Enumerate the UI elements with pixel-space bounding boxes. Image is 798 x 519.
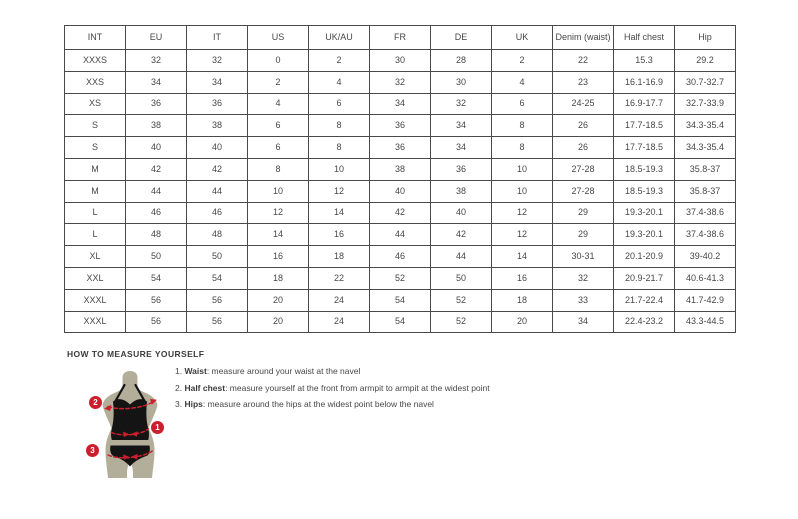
table-cell: 34 (126, 71, 187, 93)
table-cell: 24 (309, 311, 370, 333)
table-row (65, 246, 736, 268)
table-cell: 2 (492, 50, 553, 72)
table-cell: 40 (126, 137, 187, 159)
table-cell: XXXL (65, 289, 126, 311)
table-cell: 38 (126, 115, 187, 137)
table-row (65, 289, 736, 311)
table-cell: 36 (187, 93, 248, 115)
table-cell: 44 (187, 180, 248, 202)
table-cell: 52 (431, 311, 492, 333)
table-cell: M (65, 158, 126, 180)
table-cell: 37.4-38.6 (675, 224, 736, 246)
table-cell: 22 (309, 267, 370, 289)
table-cell: 23 (553, 71, 614, 93)
table-cell: 34 (431, 137, 492, 159)
table-cell: 32 (553, 267, 614, 289)
step-label: Half chest (184, 382, 226, 393)
table-cell: 42 (187, 158, 248, 180)
table-cell: 12 (492, 202, 553, 224)
table-cell: 32.7-33.9 (675, 93, 736, 115)
table-cell: 12 (492, 224, 553, 246)
table-cell: 43.3-44.5 (675, 311, 736, 333)
table-cell: 19.3-20.1 (614, 202, 675, 224)
table-cell: 20 (248, 289, 309, 311)
table-cell: 8 (309, 115, 370, 137)
measure-step: 1. Waist: measure around your waist at the navel (175, 366, 361, 376)
measure-step: 2. Half chest: measure yourself at the front from armpit to armpit at the widest point (175, 382, 490, 393)
column-header: FR (370, 26, 431, 50)
table-cell: 40.6-41.3 (675, 267, 736, 289)
table-cell: 18 (492, 289, 553, 311)
table-cell: 14 (309, 202, 370, 224)
table-row (65, 180, 736, 202)
table-cell: 28 (431, 50, 492, 72)
table-row (65, 267, 736, 289)
table-cell: 19.3-20.1 (614, 224, 675, 246)
table-cell: XL (65, 246, 126, 268)
table-cell: 10 (492, 180, 553, 202)
table-cell: 30-31 (553, 246, 614, 268)
measure-step: 3. Hips: measure around the hips at the widest point below the navel (175, 399, 434, 409)
table-cell: S (65, 115, 126, 137)
table-cell: 54 (370, 311, 431, 333)
column-header: UK (492, 26, 553, 50)
table-cell: 44 (431, 246, 492, 268)
table-cell: 36 (370, 115, 431, 137)
table-cell: 21.7-22.4 (614, 289, 675, 311)
table-cell: 50 (431, 267, 492, 289)
table-cell: 14 (492, 246, 553, 268)
column-header: Hip (675, 26, 736, 50)
table-cell: 46 (126, 202, 187, 224)
table-cell: 42 (431, 224, 492, 246)
table-cell: 46 (187, 202, 248, 224)
table-cell: 2 (248, 71, 309, 93)
table-cell: 26 (553, 115, 614, 137)
table-cell: 18 (248, 267, 309, 289)
table-cell: M (65, 180, 126, 202)
table-cell: 54 (187, 267, 248, 289)
table-cell: 56 (187, 289, 248, 311)
table-cell: 52 (431, 289, 492, 311)
table-cell: 16.1-16.9 (614, 71, 675, 93)
table-cell: 6 (248, 137, 309, 159)
table-cell: 42 (370, 202, 431, 224)
table-cell: XXXL (65, 311, 126, 333)
table-cell: 0 (248, 50, 309, 72)
table-cell: 56 (187, 311, 248, 333)
table-cell: 4 (492, 71, 553, 93)
mannequin-figure (80, 370, 180, 483)
table-cell: 52 (370, 267, 431, 289)
column-header: DE (431, 26, 492, 50)
table-cell: 30 (370, 50, 431, 72)
table-row (65, 115, 736, 137)
table-cell: 6 (492, 93, 553, 115)
table-cell: 40 (370, 180, 431, 202)
table-row (65, 202, 736, 224)
table-cell: XXXS (65, 50, 126, 72)
table-cell: 40 (431, 202, 492, 224)
table-cell: 17.7-18.5 (614, 115, 675, 137)
table-cell: 2 (309, 50, 370, 72)
table-cell: 35.8-37 (675, 158, 736, 180)
table-cell: 50 (126, 246, 187, 268)
table-cell: 34 (431, 115, 492, 137)
step-label: Waist (184, 366, 207, 376)
table-cell: 16 (309, 224, 370, 246)
table-cell: 15.3 (614, 50, 675, 72)
table-cell: 48 (187, 224, 248, 246)
table-cell: 38 (187, 115, 248, 137)
table-cell: 35.8-37 (675, 180, 736, 202)
table-cell: 22 (553, 50, 614, 72)
table-cell: 42 (126, 158, 187, 180)
table-cell: L (65, 202, 126, 224)
table-cell: 22.4-23.2 (614, 311, 675, 333)
column-header: Denim (waist) (553, 26, 614, 50)
table-cell: 48 (126, 224, 187, 246)
table-row (65, 224, 736, 246)
table-cell: 26 (553, 137, 614, 159)
table-cell: 17.7-18.5 (614, 137, 675, 159)
table-cell: 6 (248, 115, 309, 137)
size-chart-table (64, 25, 736, 333)
table-cell: 30.7-32.7 (675, 71, 736, 93)
table-cell: 12 (309, 180, 370, 202)
table-cell: 27-28 (553, 180, 614, 202)
table-cell: 38 (370, 158, 431, 180)
table-row (65, 158, 736, 180)
table-cell: 54 (126, 267, 187, 289)
table-cell: 18 (309, 246, 370, 268)
table-cell: 32 (126, 50, 187, 72)
table-cell: 34 (553, 311, 614, 333)
badge-half-chest: 2 (89, 396, 102, 409)
table-cell: 16 (492, 267, 553, 289)
table-cell: 6 (309, 93, 370, 115)
table-cell: 32 (187, 50, 248, 72)
table-cell: 29 (553, 202, 614, 224)
table-cell: 46 (370, 246, 431, 268)
table-cell: 27-28 (553, 158, 614, 180)
table-cell: 12 (248, 202, 309, 224)
column-header: UK/AU (309, 26, 370, 50)
table-cell: 8 (248, 158, 309, 180)
column-header: Half chest (614, 26, 675, 50)
table-cell: 8 (492, 137, 553, 159)
table-cell: 32 (431, 93, 492, 115)
table-cell: 40 (187, 137, 248, 159)
table-cell: 20.1-20.9 (614, 246, 675, 268)
mannequin-illustration (80, 370, 180, 483)
table-cell: 50 (187, 246, 248, 268)
table-cell: 34.3-35.4 (675, 115, 736, 137)
table-cell: L (65, 224, 126, 246)
column-header: INT (65, 26, 126, 50)
table-cell: 8 (492, 115, 553, 137)
table-cell: 29.2 (675, 50, 736, 72)
table-cell: 14 (248, 224, 309, 246)
table-cell: 10 (309, 158, 370, 180)
step-label: Hips (184, 399, 203, 409)
table-row (65, 137, 736, 159)
table-cell: 34 (187, 71, 248, 93)
table-cell: 44 (370, 224, 431, 246)
table-cell: 4 (309, 71, 370, 93)
table-cell: XXS (65, 71, 126, 93)
table-cell: 4 (248, 93, 309, 115)
table-cell: XXL (65, 267, 126, 289)
table-cell: 20 (492, 311, 553, 333)
table-cell: 30 (431, 71, 492, 93)
table-cell: 20 (248, 311, 309, 333)
badge-waist: 1 (151, 421, 164, 434)
table-body (65, 50, 736, 333)
table-row (65, 311, 736, 333)
table-cell: 41.7-42.9 (675, 289, 736, 311)
table-header-row (65, 26, 736, 50)
table-cell: 54 (370, 289, 431, 311)
table-cell: 38 (431, 180, 492, 202)
column-header: IT (187, 26, 248, 50)
table-cell: 8 (309, 137, 370, 159)
table-cell: 10 (492, 158, 553, 180)
table-cell: 36 (370, 137, 431, 159)
measure-steps (175, 367, 515, 417)
table-row (65, 50, 736, 72)
column-header: US (248, 26, 309, 50)
table-cell: 24 (309, 289, 370, 311)
column-header: EU (126, 26, 187, 50)
table-cell: 44 (126, 180, 187, 202)
measure-heading: HOW TO MEASURE YOURSELF (67, 349, 205, 359)
table-cell: S (65, 137, 126, 159)
table-cell: 37.4-38.6 (675, 202, 736, 224)
table-cell: XS (65, 93, 126, 115)
table-cell: 29 (553, 224, 614, 246)
table-cell: 36 (431, 158, 492, 180)
table-row (65, 71, 736, 93)
table-cell: 56 (126, 311, 187, 333)
table-cell: 16 (248, 246, 309, 268)
table-cell: 34.3-35.4 (675, 137, 736, 159)
table-cell: 56 (126, 289, 187, 311)
table-row (65, 93, 736, 115)
table-cell: 36 (126, 93, 187, 115)
table-cell: 24-25 (553, 93, 614, 115)
badge-hips: 3 (86, 444, 99, 457)
table-cell: 33 (553, 289, 614, 311)
table-cell: 34 (370, 93, 431, 115)
table-cell: 10 (248, 180, 309, 202)
table-cell: 16.9-17.7 (614, 93, 675, 115)
table-cell: 18.5-19.3 (614, 158, 675, 180)
table-cell: 39-40.2 (675, 246, 736, 268)
table-cell: 20.9-21.7 (614, 267, 675, 289)
table-cell: 32 (370, 71, 431, 93)
table-cell: 18.5-19.3 (614, 180, 675, 202)
